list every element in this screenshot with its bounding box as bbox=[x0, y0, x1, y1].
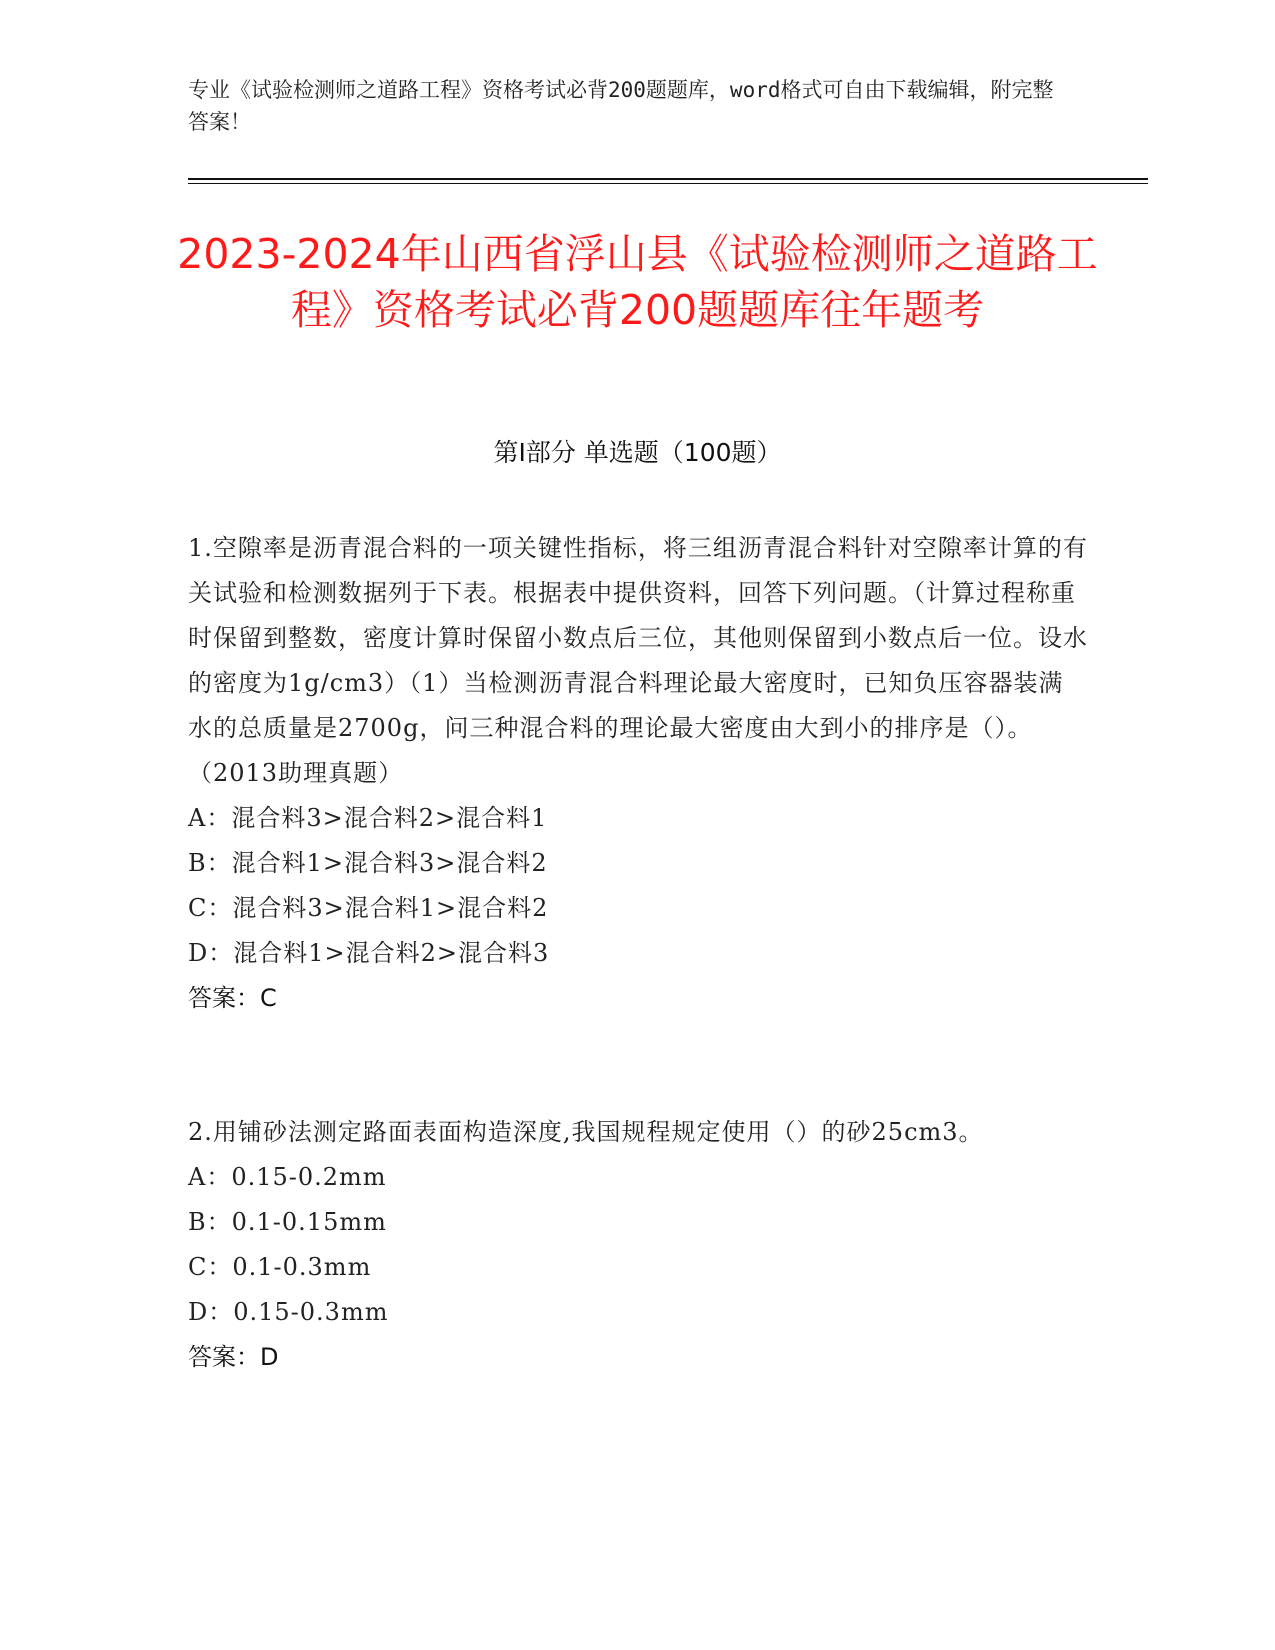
header-divider-thick bbox=[188, 178, 1148, 180]
section-heading: 第Ⅰ部分 单选题（100题） bbox=[493, 438, 782, 467]
option-d: D：混合料1>混合料2>混合料3 bbox=[188, 939, 550, 967]
option-b: B：0.1-0.15mm bbox=[188, 1208, 387, 1236]
option-a: A：混合料3>混合料2>混合料1 bbox=[188, 804, 548, 832]
option-a: A：0.15-0.2mm bbox=[188, 1163, 387, 1191]
option-c: C：0.1-0.3mm bbox=[188, 1253, 372, 1281]
question-stem: 1.空隙率是沥青混合料的一项关键性指标，将三组沥青混合料针对空隙率计算的有关试验和检测数据列于下表。根据表中提供资料，回答下列问题。（计算过程称重时保留到整数，密度计算时保留小数点后三位，其他则保留到小数点后一位。设水的密度为1g/cm3）（1）当检测沥青混合料理论最大密度时，已知负压容器装满水的总质量是2700g，问三种混合料的理论最大密度由大到小的排序是（）。（2013助理真题） bbox=[188, 534, 1088, 787]
header-divider-thin bbox=[188, 183, 1148, 184]
question-stem: 2.用铺砂法测定路面表面构造深度,我国规程规定使用（）的砂25cm3。 bbox=[188, 1118, 984, 1146]
answer-line: 答案：C bbox=[188, 984, 277, 1012]
option-d: D：0.15-0.3mm bbox=[188, 1298, 389, 1326]
question-1 bbox=[188, 526, 1088, 1021]
option-b: B：混合料1>混合料3>混合料2 bbox=[188, 849, 548, 877]
header-note: 专业《试验检测师之道路工程》资格考试必背200题题库，word格式可自由下载编辑，附完整答案！ bbox=[188, 78, 1054, 134]
answer-line: 答案：D bbox=[188, 1343, 279, 1371]
question-2 bbox=[188, 1110, 1088, 1380]
option-c: C：混合料3>混合料1>混合料2 bbox=[188, 894, 549, 922]
document-title: 2023-2024年山西省浮山县《试验检测师之道路工程》资格考试必背200题题库往年题考 bbox=[177, 230, 1098, 334]
